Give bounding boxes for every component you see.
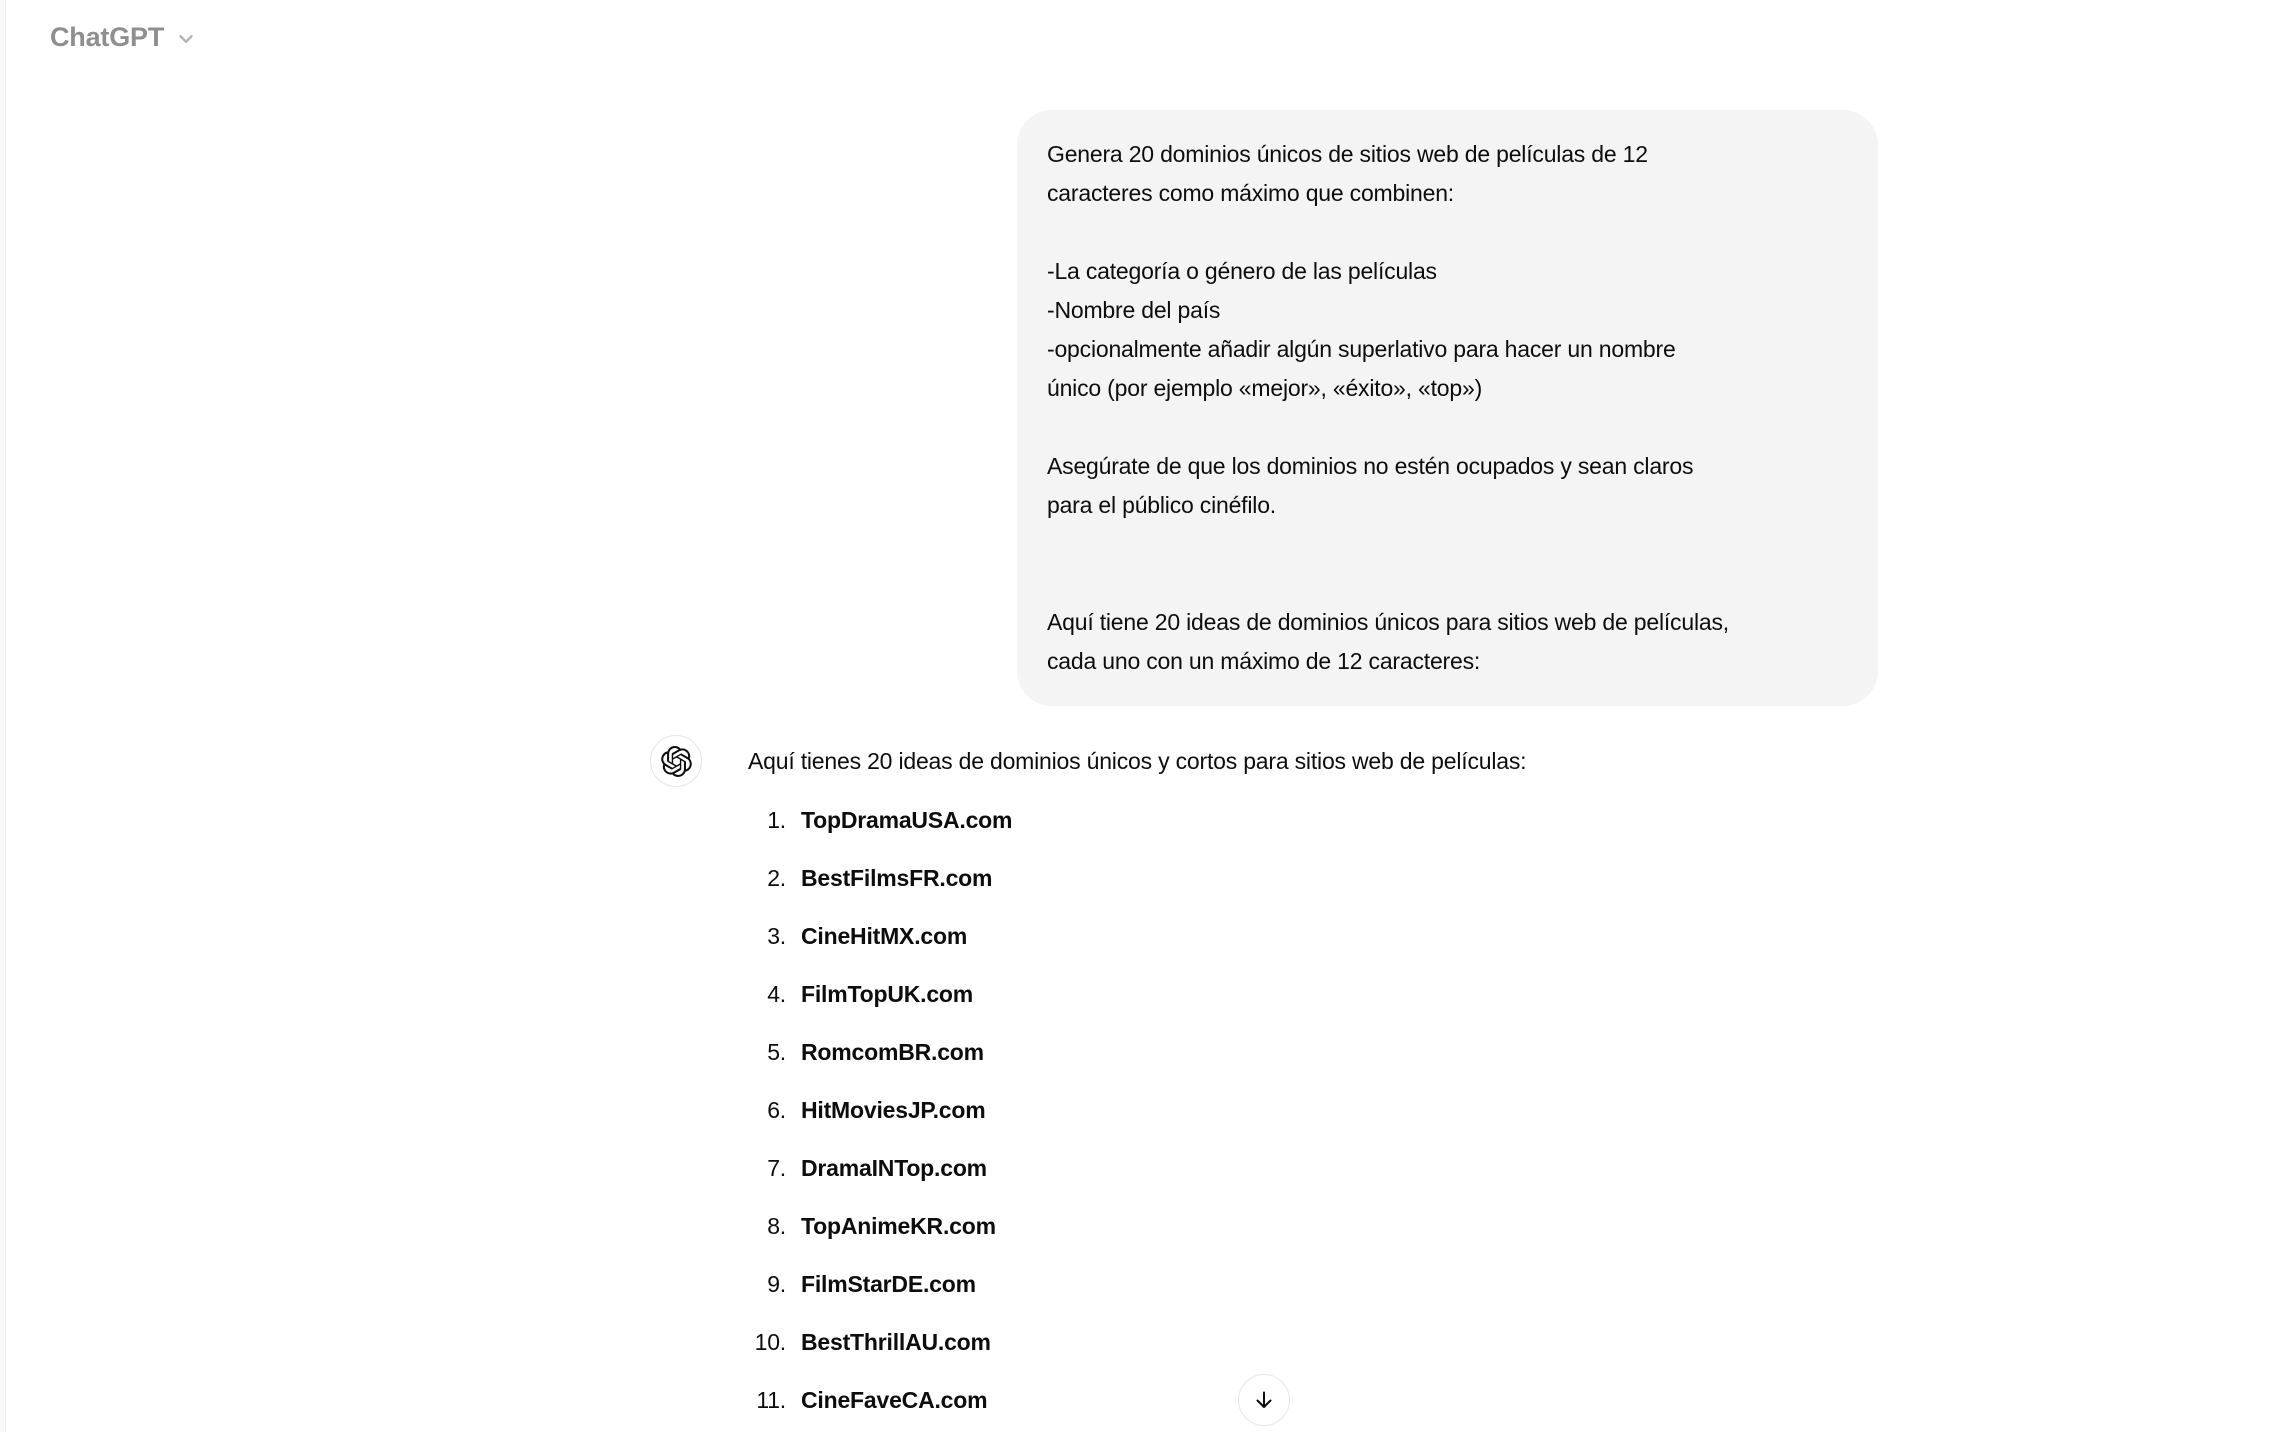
list-item-number: 7. (767, 1155, 786, 1181)
domain-name: TopDramaUSA.com (801, 807, 1013, 833)
assistant-message (650, 735, 1526, 1420)
list-item-number: 4. (767, 981, 786, 1007)
list-item-number: 1. (767, 807, 786, 833)
domain-list-item (748, 1091, 1526, 1130)
list-item-number: 10. (754, 1329, 786, 1355)
user-message-paragraph: -La categoría o género de las películas -Nombre del país -opcionalmente añadir algún superlativo para hacer un nombre único (por ejemplo «mejor», «éxito», «top») (1047, 258, 1676, 401)
domain-name: BestThrillAU.com (801, 1329, 991, 1355)
assistant-avatar (650, 735, 702, 787)
list-item-number: 3. (767, 923, 786, 949)
domain-list-item (748, 917, 1526, 956)
list-item-number: 5. (767, 1039, 786, 1065)
model-switcher-button[interactable] (44, 18, 203, 57)
assistant-intro-text: Aquí tienes 20 ideas de dominios únicos y cortos para sitios web de películas: (748, 748, 1527, 774)
domain-name: BestFilmsFR.com (801, 865, 993, 891)
list-item-number: 6. (767, 1097, 786, 1123)
domain-list-item (748, 975, 1526, 1014)
scroll-to-bottom-button[interactable] (1238, 1374, 1290, 1426)
domain-list (748, 801, 1526, 1420)
domain-name: CineHitMX.com (801, 923, 968, 949)
user-message-paragraph: Asegúrate de que los dominios no estén ocupados y sean claros para el público cinéfilo. (1047, 453, 1694, 518)
app-title: ChatGPT (50, 22, 165, 52)
user-message-bubble (1017, 110, 1878, 706)
list-item-number: 11. (756, 1387, 786, 1413)
list-item-number: 9. (767, 1271, 786, 1297)
sidebar-edge (0, 0, 6, 1432)
domain-list-item (748, 1323, 1526, 1362)
domain-list-item (748, 1033, 1526, 1072)
domain-list-item (748, 1207, 1526, 1246)
chevron-down-icon (175, 28, 197, 50)
domain-name: FilmStarDE.com (801, 1271, 976, 1297)
domain-list-item (748, 1381, 1526, 1420)
domain-list-item (748, 859, 1526, 898)
domain-name: CineFaveCA.com (801, 1387, 988, 1413)
user-message-text (1047, 135, 1848, 681)
user-message-paragraph: Genera 20 dominios únicos de sitios web de películas de 12 caracteres como máximo que combinen: (1047, 141, 1648, 206)
list-item-number: 8. (767, 1213, 786, 1239)
domain-name: TopAnimeKR.com (801, 1213, 996, 1239)
domain-list-item (748, 801, 1526, 840)
openai-logo-icon (661, 746, 692, 777)
domain-name: HitMoviesJP.com (801, 1097, 986, 1123)
domain-name: RomcomBR.com (801, 1039, 984, 1065)
domain-name: DramaINTop.com (801, 1155, 987, 1181)
user-message-paragraph: Aquí tiene 20 ideas de dominios únicos para sitios web de películas, cada uno con un máximo de 12 caracteres: (1047, 609, 1729, 674)
arrow-down-icon (1252, 1388, 1276, 1412)
domain-list-item (748, 1265, 1526, 1304)
list-item-number: 2. (767, 865, 786, 891)
domain-list-item (748, 1149, 1526, 1188)
domain-name: FilmTopUK.com (801, 981, 974, 1007)
